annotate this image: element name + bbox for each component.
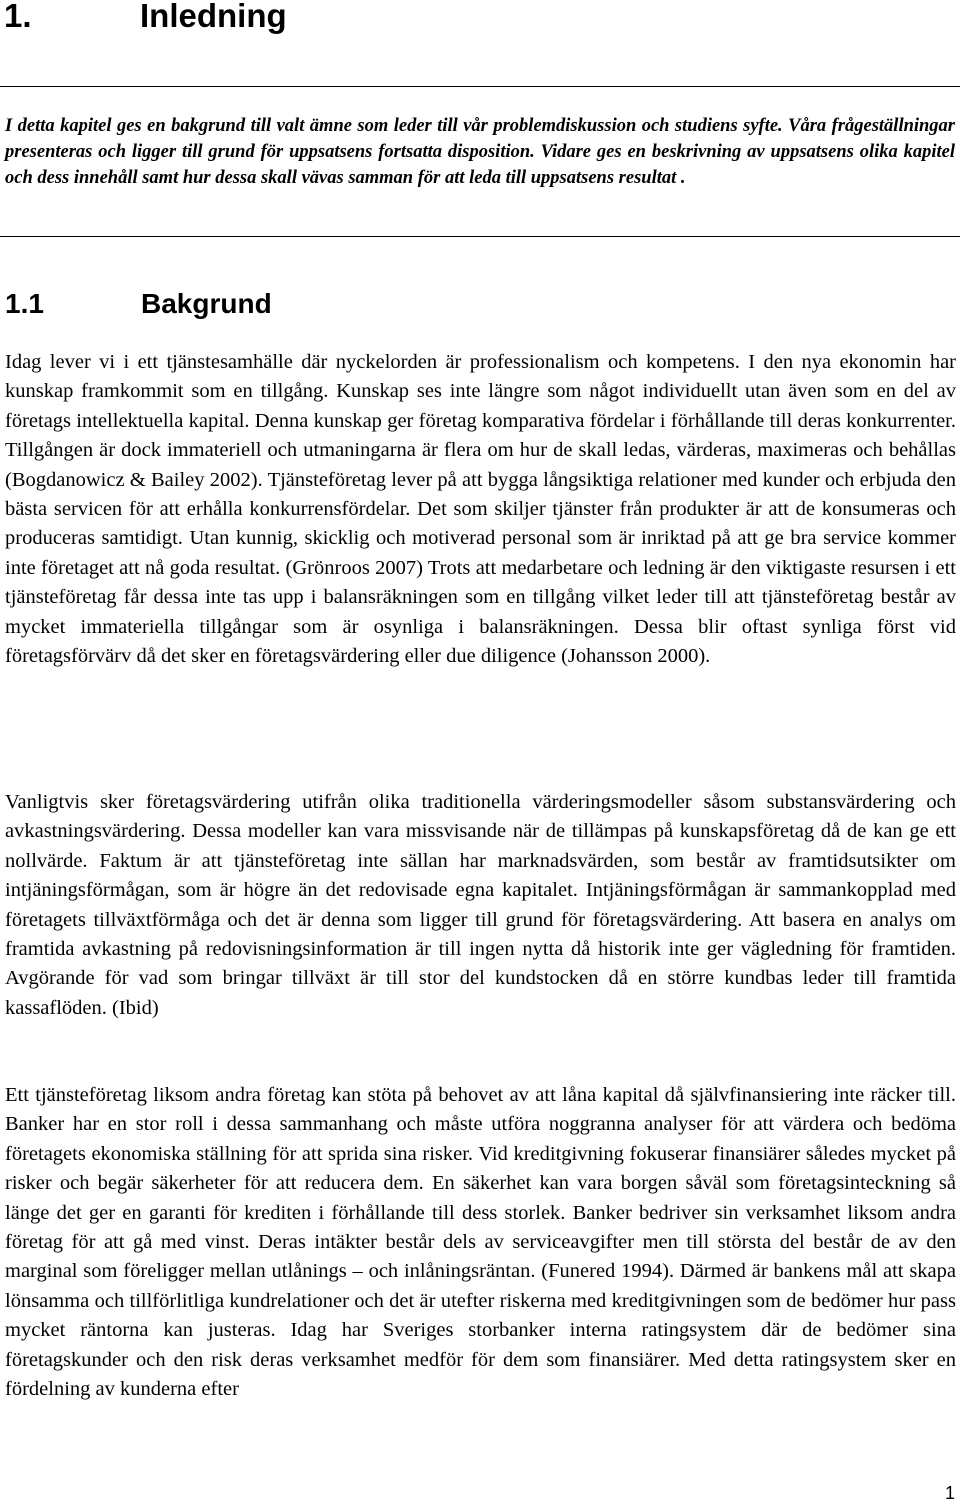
abstract-top-rule <box>0 86 960 87</box>
section-title: Bakgrund <box>141 288 272 319</box>
body-paragraph-1: Idag lever vi i ett tjänstesamhälle där nyckelorden är professionalism och kompetens. I den nya ekonomin har kunskap framkommit som en tillgång. Kunskap ses inte längre som något individuellt utan även som en del av företags intellektuella kapital. Denna kunskap ger företag komparativa fördelar i förhållande till deras konkurrenter. Tillgången är dock immateriell och utmaningarna är flera om hur de skall ledas, värderas, maximeras och behållas (Bogdanowicz & Bailey 2002). Tjänsteföretag lever på att bygga långsiktiga relationer med kunder och erbjuda den bästa servicen för att erhålla konkurrensfördelar. Det som skiljer tjänster från produkter är att de konsumeras och produceras samtidigt. Utan kunnig, skicklig och motiverad personal som är inriktad på att ge bra service kommer inte företaget att nå goda resultat. (Grönroos 2007) Trots att medarbetare och ledning är den viktigaste resursen i ett tjänsteföretag får dessa inte tas upp i balansräkningen som en tillgång vilket leder till att tjänsteföretag består av mycket immateriella tillgångar som är osynliga i balansräkningen. Dessa blir oftast synliga först vid företagsförvärv då det sker en företagsvärdering eller due diligence (Johansson 2000). <box>5 351 956 668</box>
page-number: 1 <box>944 1483 955 1503</box>
chapter-title: Inledning <box>140 0 287 34</box>
section-heading <box>5 284 272 324</box>
chapter-abstract: I detta kapitel ges en bakgrund till valt ämne som leder till vår problemdiskussion och studiens syfte. Våra frågeställningar presenteras och ligger till grund för uppsatsens fortsatta disposition. Vidare ges en beskrivning av uppsatsens olika kapitel och dess innehåll samt hur dessa skall vävas samman för att leda till uppsatsens resultat . <box>5 116 955 188</box>
body-paragraph-3: Ett tjänsteföretag liksom andra företag kan stöta på behovet av att låna kapital då självfinansiering inte räcker till. Banker har en stor roll i dessa sammanhang och måste utföra noggranna analyser för att värdera och bedöma företagets ekonomiska ställning för att sprida sina risker. Vid kreditgivning fokuserar finansiärer således mycket på risker och begär säkerheter för att reducera dem. En säkerhet kan vara borgen såväl som företagsinteckning så länge det ger en garanti för krediten i förhållande till dess storlek. Banker bedriver sin verksamhet liksom andra företag för att gå med vinst. Deras intäkter består dels av serviceavgifter men till största del består de av den marginal som föreligger mellan utlånings – och inlåningsräntan. (Funered 1994). Därmed är bankens mål att skapa lönsamma och tillförlitliga kundrelationer och det är utefter riskerna med kreditgivningen som de bedömer hur pass mycket räntorna kan justeras. Idag har Sveriges storbanker interna ratingsystem där de bedömer sina företagskunder och den risk deras verksamhet medför för dem som finansiärer. Med detta ratingsystem sker en fördelning av kunderna efter <box>5 1084 956 1401</box>
body-paragraph-2: Vanligtvis sker företagsvärdering utifrån olika traditionella värderingsmodeller såsom substansvärdering och avkastningsvärdering. Dessa modeller kan vara missvisande när de tillämpas på kunskapsföretag då de kan ge ett nollvärde. Faktum är att tjänsteföretag inte sällan har marknadsvärden, som består av framtidsutsikter om intjäningsförmågan, som är högre än det redovisade egna kapitalet. Intjäningsförmågan är sammankopplad med företagets tillväxtförmåga och det är denna som ligger till grund för företagsvärdering. Att basera en analys om framtida avkastning på redovisningsinformation är till ingen nytta då historik inte ger vägledning för framtiden. Avgörande för vad som bringar tillväxt är till stor del kundstocken då en större kundbas leder till framtida kassaflöden. (Ibid) <box>5 791 956 1019</box>
abstract-bottom-rule <box>0 236 960 237</box>
chapter-heading <box>4 0 287 36</box>
chapter-number: 1. <box>4 0 32 34</box>
section-number: 1.1 <box>5 288 44 319</box>
